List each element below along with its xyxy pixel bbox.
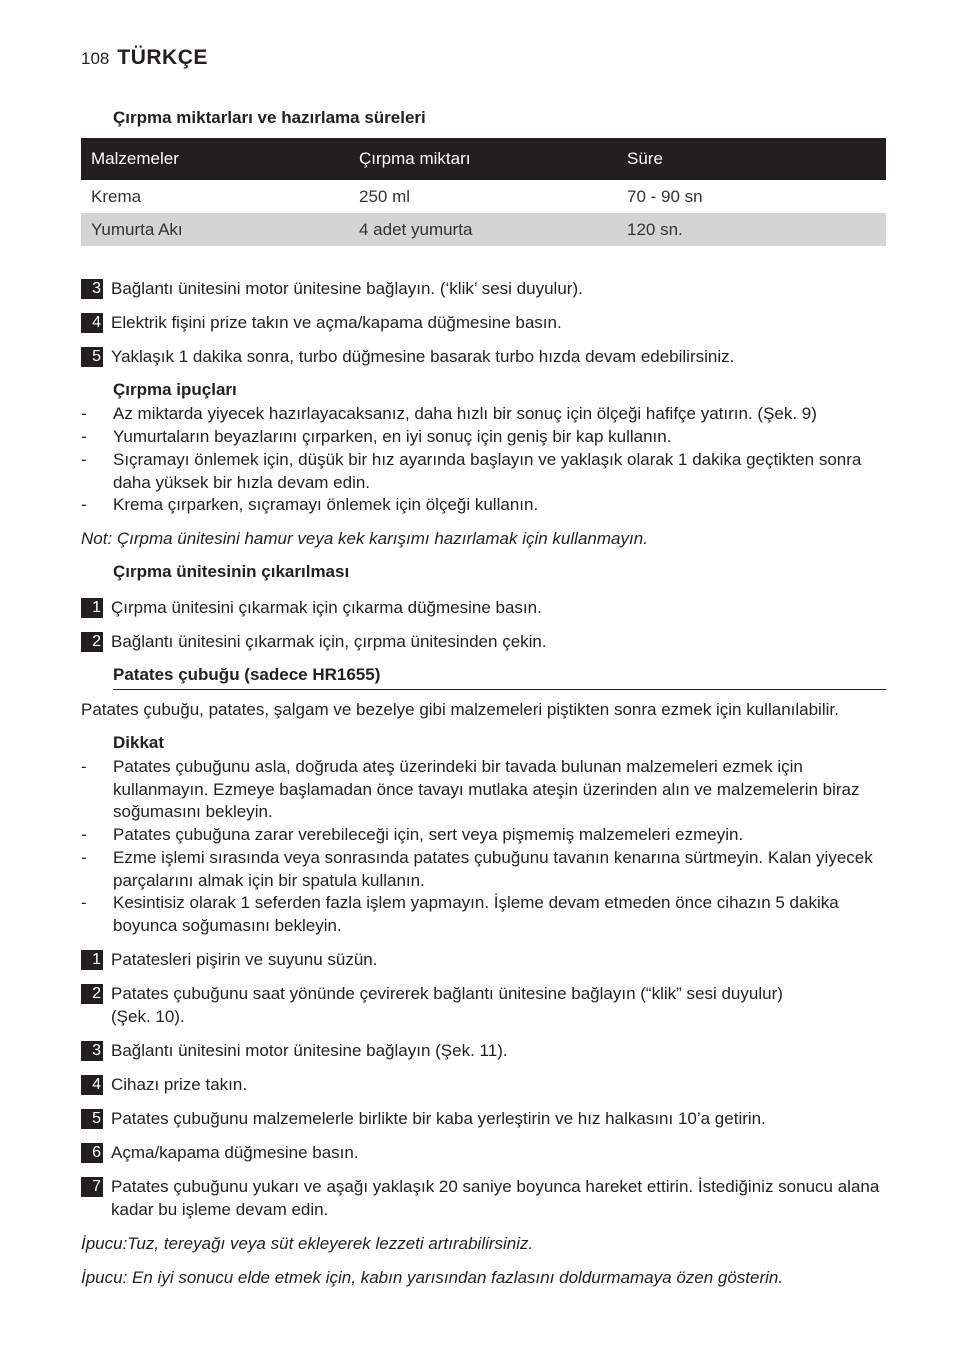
- tips-title: Çırpma ipuçları: [113, 380, 237, 399]
- column-header: Malzemeler: [81, 138, 349, 180]
- bullet-dash: -: [81, 404, 87, 423]
- table-header-row: [81, 138, 886, 180]
- table-section-title: Çırpma miktarları ve hazırlama süreleri: [113, 108, 426, 127]
- table-cell: 70 - 90 sn: [627, 186, 703, 206]
- step-item: [81, 1108, 886, 1131]
- column-header: Süre: [617, 138, 886, 180]
- tip-item: [81, 426, 886, 449]
- step-text: Açma/kapama düğmesine basın.: [111, 1143, 359, 1162]
- step-number: 1: [81, 598, 103, 618]
- table-cell: 250 ml: [359, 186, 411, 206]
- language-title: TÜRKÇE: [117, 46, 208, 69]
- bullet-dash: -: [81, 427, 87, 446]
- step-item: [81, 631, 886, 654]
- page-number: 108: [81, 49, 110, 68]
- caution-item: [81, 756, 886, 824]
- table-row: [81, 213, 886, 246]
- step-item: [81, 1142, 886, 1165]
- bullet-dash: -: [81, 757, 87, 776]
- table-cell: Krema: [91, 186, 142, 206]
- step-number: 3: [81, 1041, 103, 1061]
- section-rule: [113, 689, 886, 690]
- step-text: Elektrik fişini prize takın ve açma/kapama düğmesine basın.: [111, 313, 562, 332]
- step-item: [81, 1040, 886, 1063]
- bullet-dash: -: [81, 450, 87, 469]
- step-item: [81, 983, 886, 1028]
- tip-item: [81, 494, 886, 517]
- step-text: Çırpma ünitesini çıkarmak için çıkarma düğmesine basın.: [111, 598, 542, 617]
- masher-title: Patates çubuğu (sadece HR1655): [113, 665, 381, 684]
- step-text: Bağlantı ünitesini motor ünitesine bağlayın (Şek. 11).: [111, 1041, 508, 1060]
- step-number: 2: [81, 632, 103, 652]
- table-cell: Yumurta Akı: [81, 213, 349, 246]
- tip-item: [81, 449, 886, 494]
- caution-item: [81, 824, 886, 847]
- note-text: Not: Çırpma ünitesini hamur veya kek karışımı hazırlamak için kullanmayın.: [81, 529, 648, 548]
- step-item: [81, 1074, 886, 1097]
- masher-intro: Patates çubuğu, patates, şalgam ve bezelye gibi malzemeleri piştikten sonra ezmek için kullanılabilir.: [81, 700, 839, 719]
- bullet-dash: -: [81, 495, 87, 514]
- caution-title: Dikkat: [113, 733, 165, 752]
- step-item: [81, 312, 886, 335]
- tip-text: Sıçramayı önlemek için, düşük bir hız ayarında başlayın ve yaklaşık olarak 1 dakika geçtikten sonra daha yüksek bir hızla devam edin.: [113, 450, 862, 492]
- step-number: 5: [81, 1109, 103, 1129]
- step-text: Bağlantı ünitesini motor ünitesine bağlayın. (‘klik’ sesi duyulur).: [111, 279, 583, 298]
- caution-text: Ezme işlemi sırasında veya sonrasında patates çubuğunu tavanın kenarına sürtmeyin. Kalan yiyecek parçalarını almak için bir spatula kullanın.: [113, 848, 873, 890]
- step-text: Patates çubuğunu saat yönünde çevirerek bağlantı ünitesine bağlayın (“klik” sesi duyulur) (Şek. 10).: [111, 984, 783, 1026]
- step-number: 5: [81, 347, 103, 367]
- step-text: Cihazı prize takın.: [111, 1075, 248, 1094]
- caution-item: [81, 892, 886, 937]
- step-number: 4: [81, 1075, 103, 1095]
- bullet-dash: -: [81, 848, 87, 867]
- tip-note: İpucu: En iyi sonucu elde etmek için, kabın yarısından fazlasını doldurmamaya özen gösterin.: [81, 1268, 784, 1287]
- whisking-table: [81, 138, 886, 246]
- step-text: Patates çubuğunu yukarı ve aşağı yaklaşık 20 saniye boyunca hareket ettirin. İstediğiniz sonucu alana kadar bu işleme devam edin.: [111, 1177, 880, 1219]
- tip-text: Krema çırparken, sıçramayı önlemek için ölçeği kullanın.: [113, 495, 539, 514]
- table-cell: 120 sn.: [617, 213, 886, 246]
- caution-text: Patates çubuğunu asla, doğruda ateş üzerindeki bir tavada bulunan malzemeleri ezmek için kullanmayın. Ezmeye başlamadan önce tavayı mutlaka ateşin üzerinden alın ve malzemelerin biraz soğumasını bekleyin.: [113, 757, 860, 821]
- tip-text: Az miktarda yiyecek hazırlayacaksanız, daha hızlı bir sonuç için ölçeği hafifçe yatırın. (Şek. 9): [113, 404, 817, 423]
- step-item: [81, 346, 886, 369]
- bullet-dash: -: [81, 893, 87, 912]
- table-cell: 4 adet yumurta: [349, 213, 617, 246]
- tip-text: Yumurtaların beyazlarını çırparken, en iyi sonuç için geniş bir kap kullanın.: [113, 427, 672, 446]
- step-text: Patatesleri pişirin ve suyunu süzün.: [111, 950, 378, 969]
- step-number: 6: [81, 1143, 103, 1163]
- page-header: [81, 46, 208, 76]
- removal-title: Çırpma ünitesinin çıkarılması: [113, 562, 350, 581]
- step-text: Yaklaşık 1 dakika sonra, turbo düğmesine basarak turbo hızda devam edebilirsiniz.: [111, 347, 735, 366]
- bullet-dash: -: [81, 825, 87, 844]
- step-item: [81, 597, 886, 620]
- step-number: 7: [81, 1177, 103, 1197]
- caution-text: Kesintisiz olarak 1 seferden fazla işlem yapmayın. İşleme devam etmeden önce cihazın 5 dakika boyunca soğumasını bekleyin.: [113, 893, 839, 935]
- table-row: [81, 180, 886, 213]
- step-text: Patates çubuğunu malzemelerle birlikte bir kaba yerleştirin ve hız halkasını 10’a getirin.: [111, 1109, 766, 1128]
- column-header: Çırpma miktarı: [349, 138, 617, 180]
- step-text: Bağlantı ünitesini çıkarmak için, çırpma ünitesinden çekin.: [111, 632, 547, 651]
- step-number: 1: [81, 950, 103, 970]
- tip-item: [81, 403, 886, 426]
- step-item: [81, 1176, 886, 1221]
- step-number: 4: [81, 313, 103, 333]
- tip-note: İpucu:Tuz, tereyağı veya süt ekleyerek lezzeti artırabilirsiniz.: [81, 1234, 534, 1253]
- step-item: [81, 278, 886, 301]
- step-item: [81, 949, 886, 972]
- step-number: 3: [81, 279, 103, 299]
- step-number: 2: [81, 984, 103, 1004]
- caution-text: Patates çubuğuna zarar verebileceği için, sert veya pişmemiş malzemeleri ezmeyin.: [113, 825, 744, 844]
- caution-item: [81, 847, 886, 892]
